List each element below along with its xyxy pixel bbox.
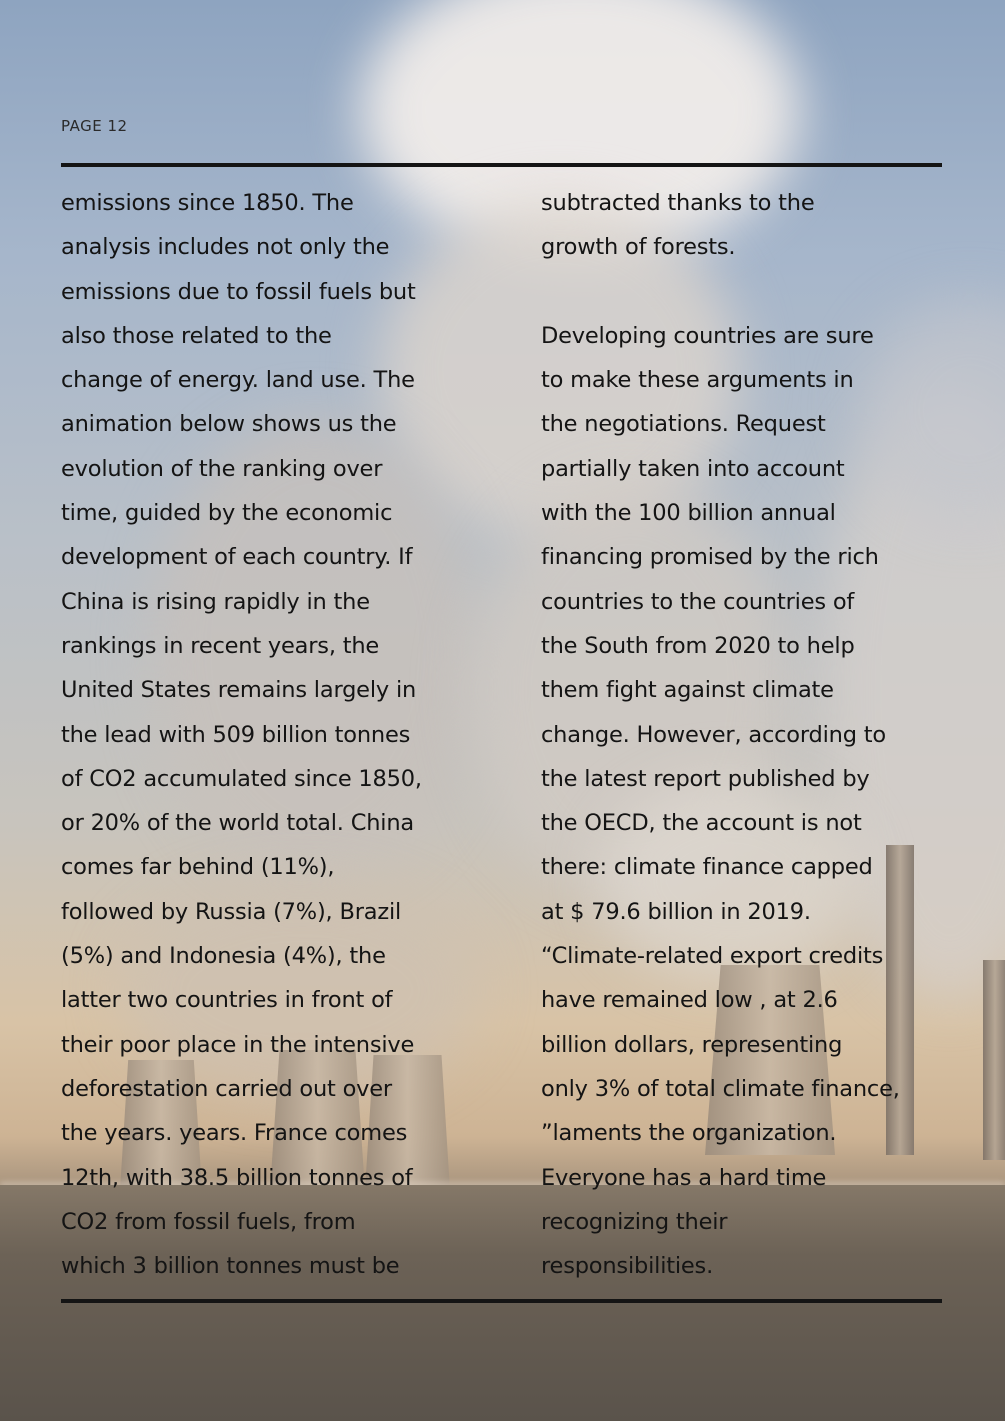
text-line: comes far behind (11%),	[61, 854, 335, 881]
text-line: only 3% of total climate finance,	[541, 1075, 900, 1102]
bottom-divider	[61, 1299, 942, 1303]
text-line: Developing countries are sure	[541, 322, 874, 349]
text-line: countries to the countries of	[541, 588, 855, 615]
text-line: deforestation carried out over	[61, 1075, 392, 1102]
text-line: Everyone has a hard time	[541, 1164, 827, 1191]
text-line: China is rising rapidly in the	[61, 588, 370, 615]
text-line: the negotiations. Request	[541, 411, 826, 438]
text-line: 12th, with 38.5 billion tonnes of	[61, 1164, 413, 1191]
text-line: (5%) and Indonesia (4%), the	[61, 943, 386, 970]
text-line: analysis includes not only the	[61, 234, 390, 261]
text-line: with the 100 billion annual	[541, 500, 836, 527]
text-line: recognizing their	[541, 1208, 728, 1235]
text-line: growth of forests.	[541, 234, 736, 261]
page-number-label: PAGE 12	[61, 117, 128, 135]
text-line: or 20% of the world total. China	[61, 810, 414, 837]
text-line: rankings in recent years, the	[61, 632, 380, 659]
text-line: the South from 2020 to help	[541, 632, 855, 659]
text-line: emissions due to fossil fuels but	[61, 278, 416, 305]
text-line: the OECD, the account is not	[541, 810, 862, 837]
text-line: United States remains largely in	[61, 677, 417, 704]
text-line: emissions since 1850. The	[61, 190, 354, 216]
text-line: the lead with 509 billion tonnes	[61, 721, 411, 748]
chimney-stack	[983, 960, 1005, 1160]
text-line: there: climate finance capped	[541, 854, 873, 881]
text-line: partially taken into account	[541, 455, 845, 482]
text-line: animation below shows us the	[61, 411, 397, 438]
text-line: financing promised by the rich	[541, 544, 879, 571]
text-line: CO2 from fossil fuels, from	[61, 1208, 356, 1235]
text-line: ”laments the organization.	[541, 1120, 837, 1147]
text-line: change. However, according to	[541, 721, 886, 748]
text-line: them fight against climate	[541, 677, 834, 704]
text-line: of CO2 accumulated since 1850,	[61, 765, 422, 792]
text-line: at $ 79.6 billion in 2019.	[541, 898, 811, 925]
text-line: latter two countries in front of	[61, 987, 393, 1014]
text-line: have remained low , at 2.6	[541, 987, 838, 1014]
left-text-column	[61, 181, 501, 1288]
text-line: evolution of the ranking over	[61, 455, 383, 482]
text-line: the years. years. France comes	[61, 1120, 408, 1147]
text-line: their poor place in the intensive	[61, 1031, 415, 1058]
text-line: the latest report published by	[541, 765, 870, 792]
text-line: responsibilities.	[541, 1253, 714, 1280]
top-divider	[61, 163, 942, 167]
text-line: which 3 billion tonnes must be	[61, 1253, 400, 1280]
text-line	[541, 270, 981, 314]
text-line: change of energy. land use. The	[61, 367, 415, 394]
text-line: billion dollars, representing	[541, 1031, 843, 1058]
right-text-column	[541, 181, 981, 1288]
text-line: development of each country. If	[61, 544, 413, 571]
text-line: subtracted thanks to the	[541, 190, 815, 216]
text-line: followed by Russia (7%), Brazil	[61, 898, 402, 925]
text-line: also those related to the	[61, 322, 332, 349]
text-line: to make these arguments in	[541, 367, 854, 394]
text-line: “Climate-related export credits	[541, 943, 884, 970]
text-line: time, guided by the economic	[61, 500, 393, 527]
